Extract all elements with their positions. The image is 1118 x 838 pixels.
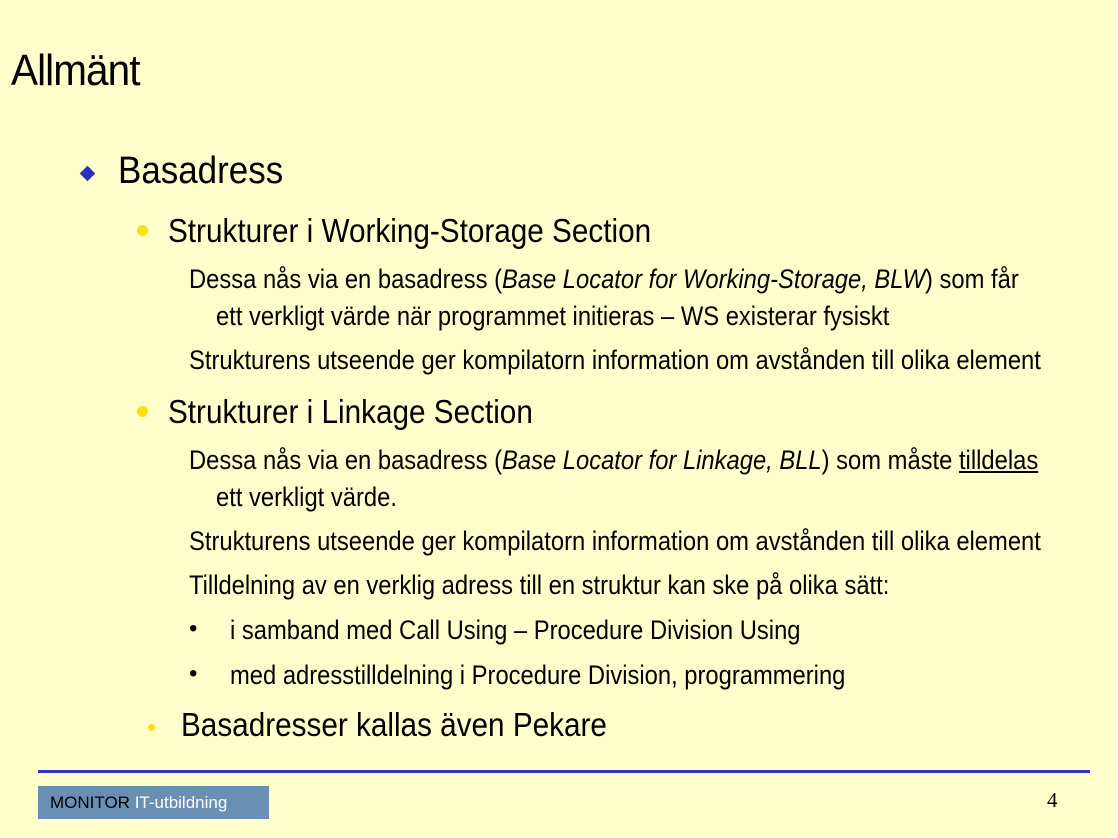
ls-p1-italic: Base Locator for Linkage, BLL bbox=[502, 445, 822, 475]
bullet-basadresser-pekare: Basadresser kallas även Pekare bbox=[181, 706, 607, 743]
ls-p1-text-pre: Dessa nås via en basadress ( bbox=[189, 445, 503, 475]
ls-paragraph-3: Tilldelning av en verklig adress till en struktur kan ske på olika sätt: bbox=[189, 570, 890, 600]
ls-p1-text-post: ) som måste bbox=[821, 445, 959, 475]
footer-brand-it: IT-utbildning bbox=[129, 793, 228, 812]
ws-paragraph-1-line2: ett verkligt värde när programmet initieras – WS existerar fysiskt bbox=[216, 301, 890, 331]
ws-paragraph-2: Strukturens utseende ger kompilatorn information om avstånden till olika element bbox=[189, 345, 1041, 375]
yellow-bullet-icon bbox=[137, 225, 148, 236]
footer-divider bbox=[38, 770, 1090, 773]
yellow-bullet-icon bbox=[137, 406, 148, 417]
bullet-basadress: Basadress bbox=[118, 150, 284, 192]
yellow-bullet-icon bbox=[148, 724, 155, 731]
ls-p1-underline: tilldelas bbox=[958, 445, 1039, 475]
ls-paragraph-1-line2: ett verkligt värde. bbox=[216, 482, 397, 512]
list-bullet-icon: • bbox=[189, 660, 198, 687]
slide-title: Allmänt bbox=[11, 46, 140, 95]
ws-p1-text-pre: Dessa nås via en basadress ( bbox=[189, 264, 503, 294]
list-item: i samband med Call Using – Procedure Division Using bbox=[230, 615, 801, 645]
ls-paragraph-2: Strukturens utseende ger kompilatorn information om avstånden till olika element bbox=[189, 526, 1041, 556]
footer-brand-monitor: MONITOR bbox=[50, 793, 130, 812]
footer-brand bbox=[38, 786, 269, 819]
ls-paragraph-1 bbox=[189, 445, 1038, 476]
ws-p1-text-post: ) som får bbox=[925, 264, 1019, 294]
ws-paragraph-1 bbox=[189, 264, 1019, 295]
ws-p1-italic: Base Locator for Working-Storage, BLW bbox=[502, 264, 926, 294]
heading-linkage: Strukturer i Linkage Section bbox=[168, 393, 533, 430]
heading-working-storage: Strukturer i Working-Storage Section bbox=[168, 212, 652, 249]
diamond-bullet-icon bbox=[80, 166, 96, 182]
list-item: med adresstilldelning i Procedure Division, programmering bbox=[230, 660, 846, 690]
list-bullet-icon: • bbox=[189, 615, 198, 642]
page-number: 4 bbox=[1047, 788, 1058, 812]
